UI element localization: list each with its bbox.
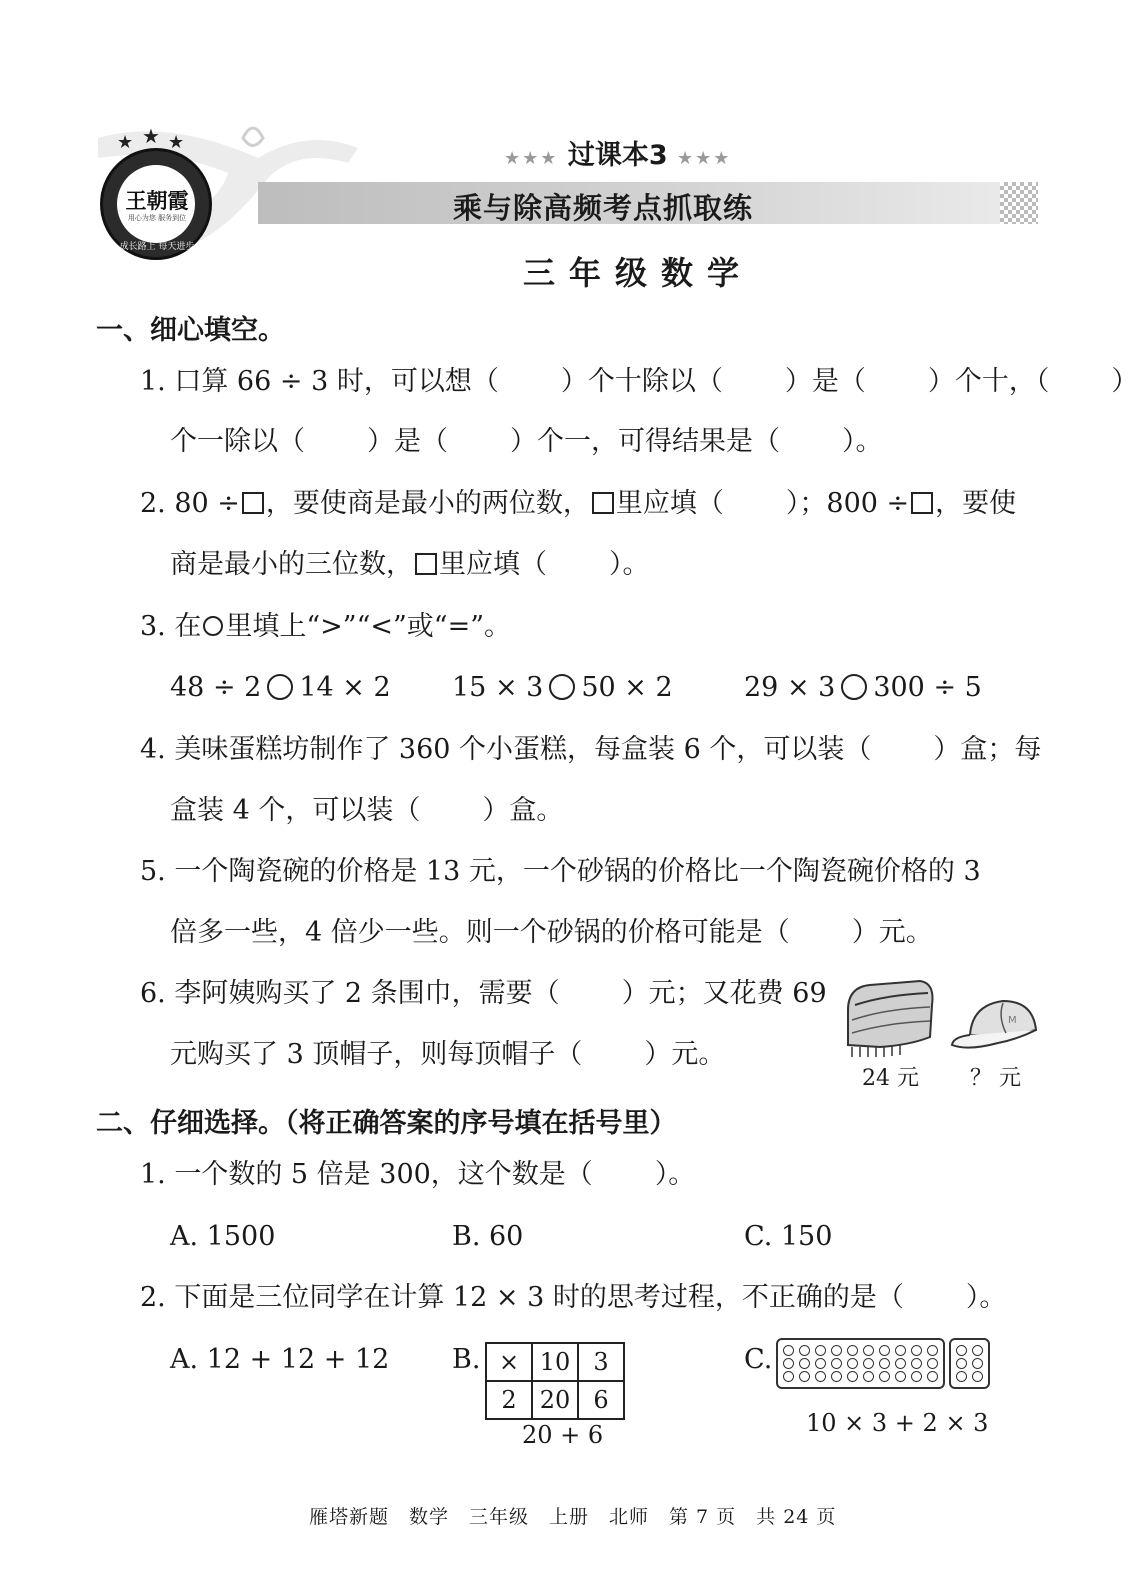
circle-icon bbox=[203, 616, 223, 636]
section2-heading: 二、仔细选择。（将正确答案的序号填在括号里） bbox=[96, 1108, 677, 1139]
text: ）盒。 bbox=[482, 795, 564, 826]
text: 4. 美味蛋糕坊制作了 360 个小蛋糕，每盒装 6 个，可以装（ bbox=[140, 734, 872, 765]
text: 3. 在 bbox=[140, 611, 202, 642]
compare-circle[interactable] bbox=[549, 674, 575, 700]
s2-q2-option-a[interactable]: A. 12 + 12 + 12 bbox=[170, 1344, 390, 1375]
q5-line2 bbox=[170, 919, 933, 946]
text: ，要使 bbox=[935, 488, 1017, 519]
compare-circle[interactable] bbox=[267, 674, 293, 700]
series-title-line bbox=[504, 133, 731, 172]
text: 6. 李阿姨购买了 2 条围巾，需要（ bbox=[140, 978, 560, 1009]
q6-line2 bbox=[170, 1041, 725, 1068]
q2-line1 bbox=[140, 490, 1016, 517]
series-stars-left: ★★★ bbox=[504, 148, 559, 169]
s2-q2-stem bbox=[140, 1284, 1006, 1311]
text: ）盒；每 bbox=[933, 734, 1042, 765]
q1-line1 bbox=[140, 368, 1138, 395]
expr-left: 15 × 3 bbox=[452, 672, 544, 703]
text: ）元；又花费 69 bbox=[621, 978, 827, 1009]
text: ）是（ bbox=[367, 426, 448, 457]
scarf-icon bbox=[840, 975, 940, 1060]
text: 元购买了 3 顶帽子，则每顶帽子（ bbox=[170, 1039, 583, 1070]
text: 盒装 4 个，可以装（ bbox=[170, 795, 421, 826]
expr-right: 300 ÷ 5 bbox=[873, 672, 982, 703]
text: ）个十，（ bbox=[927, 366, 1050, 397]
q2-line2 bbox=[170, 551, 650, 578]
s2-q2-option-c-label[interactable]: C. bbox=[744, 1344, 773, 1375]
svg-text:M: M bbox=[1008, 1015, 1017, 1026]
expr-left: 48 ÷ 2 bbox=[170, 672, 262, 703]
text: 里填上“>”“<”或“=”。 bbox=[225, 611, 512, 642]
q3-item bbox=[744, 674, 982, 701]
dot-array bbox=[776, 1338, 990, 1389]
cap-icon bbox=[948, 995, 1040, 1057]
text: ）。 bbox=[609, 549, 650, 580]
q1-line2 bbox=[170, 428, 883, 455]
text: ）个十除以（ bbox=[560, 366, 723, 397]
banner-checker bbox=[1000, 182, 1038, 224]
q6-line1 bbox=[140, 980, 827, 1007]
scarf-price: 24 元 bbox=[862, 1066, 919, 1091]
square-icon bbox=[242, 492, 264, 514]
text: ）。 bbox=[965, 1282, 1007, 1313]
logo-star-icon: ★ bbox=[117, 132, 134, 153]
table-row bbox=[486, 1343, 624, 1381]
text: ）。 bbox=[654, 1159, 696, 1190]
text: ） bbox=[1111, 366, 1139, 397]
text: ）。 bbox=[842, 426, 883, 457]
option-b[interactable]: B. 60 bbox=[452, 1221, 524, 1252]
logo-star-icon: ★ bbox=[168, 132, 185, 153]
text: 里应填（ bbox=[615, 488, 724, 519]
expr-right: 50 × 2 bbox=[581, 672, 673, 703]
expr-left: 29 × 3 bbox=[744, 672, 836, 703]
logo-sub: 用心为您 服务到位 bbox=[127, 214, 187, 222]
table-cell: 2 bbox=[486, 1381, 532, 1419]
text: ）个一，可得结果是（ bbox=[510, 426, 780, 457]
text: ）元。 bbox=[644, 1039, 726, 1070]
option-a[interactable]: A. 1500 bbox=[170, 1221, 276, 1252]
square-icon bbox=[415, 553, 437, 575]
option-b-caption: 20 + 6 bbox=[522, 1421, 604, 1449]
multiplication-table bbox=[485, 1342, 625, 1420]
text: ）元。 bbox=[851, 917, 933, 948]
series-stars-right: ★★★ bbox=[677, 148, 732, 169]
text: ）；800 ÷ bbox=[785, 488, 910, 519]
series-title: 过课本3 bbox=[567, 140, 668, 171]
text: 商是最小的三位数， bbox=[170, 549, 413, 580]
table-cell: 10 bbox=[532, 1343, 578, 1381]
text: 个一除以（ bbox=[170, 426, 305, 457]
text: 倍多一些，4 倍少一些。则一个砂锅的价格可能是（ bbox=[170, 917, 790, 948]
q3-item bbox=[170, 674, 391, 701]
text: 1. 口算 66 ÷ 3 时，可以想（ bbox=[140, 366, 499, 397]
logo-star-icon: ★ bbox=[142, 124, 160, 148]
compare-circle[interactable] bbox=[841, 674, 867, 700]
q5-line1: 5. 一个陶瓷碗的价格是 13 元，一个砂锅的价格比一个陶瓷碗价格的 3 bbox=[140, 856, 981, 887]
logo-badge bbox=[100, 148, 212, 260]
option-c[interactable]: C. 150 bbox=[744, 1221, 833, 1252]
text: ）是（ bbox=[784, 366, 866, 397]
section1-heading: 一、细心填空。 bbox=[96, 315, 285, 346]
text: 1. 一个数的 5 倍是 300，这个数是（ bbox=[140, 1159, 593, 1190]
table-cell: × bbox=[486, 1343, 532, 1381]
dot-group-tens bbox=[776, 1338, 945, 1389]
hat-price: ？ 元 bbox=[970, 1066, 1021, 1091]
table-cell: 3 bbox=[578, 1343, 624, 1381]
table-cell: 20 bbox=[532, 1381, 578, 1419]
s2-q1-stem bbox=[140, 1161, 695, 1188]
q3-prompt bbox=[140, 613, 511, 640]
banner-title: 乘与除高频考点抓取练 bbox=[453, 191, 754, 225]
text: 2. 80 ÷ bbox=[140, 488, 240, 519]
q3-item bbox=[452, 674, 673, 701]
square-icon bbox=[911, 492, 933, 514]
s2-q2-option-b-label[interactable]: B. bbox=[452, 1344, 481, 1375]
table-row bbox=[486, 1381, 624, 1419]
q4-line1 bbox=[140, 736, 1041, 763]
q4-line2 bbox=[170, 797, 563, 824]
text: ，要使商是最小的两位数， bbox=[265, 488, 590, 519]
logo-name: 王朝霞 bbox=[125, 188, 189, 213]
square-icon bbox=[592, 492, 614, 514]
grade-title: 三年级数学 bbox=[523, 254, 754, 292]
text: 里应填（ bbox=[439, 549, 547, 580]
option-c-caption: 10 × 3 + 2 × 3 bbox=[806, 1409, 989, 1437]
dot-group-ones bbox=[949, 1338, 990, 1389]
page-footer: 雁塔新题 数学 三年级 上册 北师 第 7 页 共 24 页 bbox=[309, 1506, 837, 1528]
expr-right: 14 × 2 bbox=[299, 672, 391, 703]
logo-slogan: 成长路上 每天进步 bbox=[119, 242, 195, 252]
text: 2. 下面是三位同学在计算 12 × 3 时的思考过程，不正确的是（ bbox=[140, 1282, 904, 1313]
table-cell: 6 bbox=[578, 1381, 624, 1419]
